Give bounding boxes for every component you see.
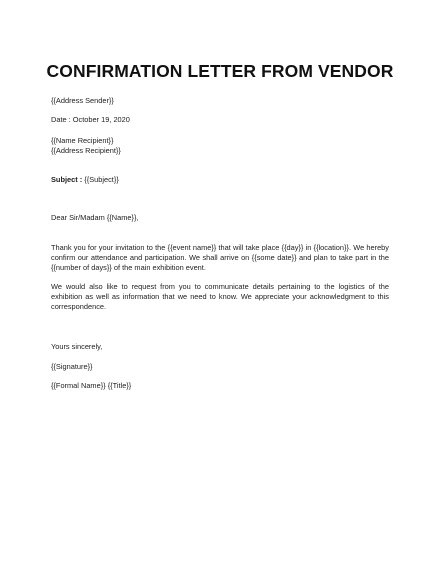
address-recipient: {{Address Recipient}} — [51, 146, 121, 155]
subject-label: Subject : — [51, 175, 83, 184]
signature: {{Signature}} — [51, 362, 93, 371]
salutation: Dear Sir/Madam {{Name}}, — [51, 213, 139, 222]
formal-name-title: {{Formal Name}} {{Title}} — [51, 381, 132, 390]
letter-title: CONFIRMATION LETTER FROM VENDOR — [46, 61, 394, 81]
closing: Yours sincerely, — [51, 342, 103, 351]
subject-line — [51, 175, 119, 185]
date-line: Date : October 19, 2020 — [51, 115, 130, 124]
address-sender: {{Address Sender}} — [51, 96, 114, 105]
body-paragraph-1: Thank you for your invitation to the {{event name}} that will take place {{day}} in {{location}}. We hereby confirm our attendance and participation. We shall arrive on {{some date}} and plan to take part in the {{number of days}} of the main exhibition event. — [51, 243, 389, 272]
body-paragraph-2: We would also like to request from you to communicate details pertaining to the logistics of the exhibition as well as information that we need to know. We appreciate your acknowledgment to this correspondence. — [51, 282, 389, 311]
name-recipient: {{Name Recipient}} — [51, 136, 114, 145]
subject-value: {{Subject}} — [82, 175, 119, 184]
